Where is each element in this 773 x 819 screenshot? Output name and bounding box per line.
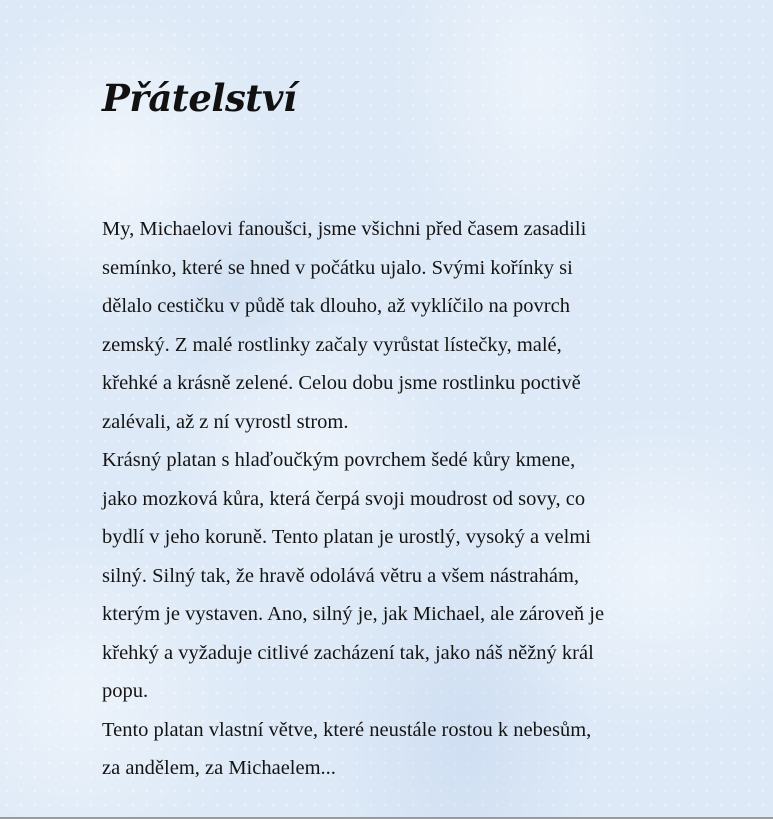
- text-line: semínko, které se hned v počátku ujalo. Svými kořínky si: [102, 256, 573, 279]
- text-line: zemský. Z malé rostlinky začaly vyrůstat lístečky, malé,: [102, 333, 562, 356]
- text-line: za andělem, za Michaelem...: [102, 757, 336, 779]
- text-line: křehký a vyžaduje citlivé zacházení tak, jako náš něžný král: [102, 641, 594, 664]
- text-line: My, Michaelovi fanoušci, jsme všichni před časem zasadili: [102, 218, 587, 240]
- text-line: dělalo cestičku v půdě tak dlouho, až vyklíčilo na povrch: [102, 295, 570, 317]
- text-line: zalévali, až z ní vyrostl strom.: [102, 410, 349, 433]
- text-line: kterým je vystaven. Ano, silný je, jak Michael, ale zároveň je: [102, 603, 605, 625]
- text-line: jako mozková kůra, která čerpá svoji moudrost od sovy, co: [102, 487, 586, 510]
- text-line: silný. Silný tak, že hravě odolává větru a všem nástrahám,: [102, 564, 580, 587]
- text-line: Tento platan vlastní větve, které neustále rostou k nebesům,: [102, 718, 592, 741]
- page-title: Přátelství: [102, 76, 297, 120]
- body-text: [102, 210, 682, 788]
- text-line: bydlí v jeho koruně. Tento platan je urostlý, vysoký a velmi: [102, 526, 591, 548]
- document-page: [102, 70, 682, 779]
- text-line: křehké a krásně zelené. Celou dobu jsme rostlinku poctivě: [102, 372, 581, 394]
- text-line: popu.: [102, 680, 149, 702]
- text-line: Krásný platan s hlaďoučkým povrchem šedé kůry kmene,: [102, 449, 576, 471]
